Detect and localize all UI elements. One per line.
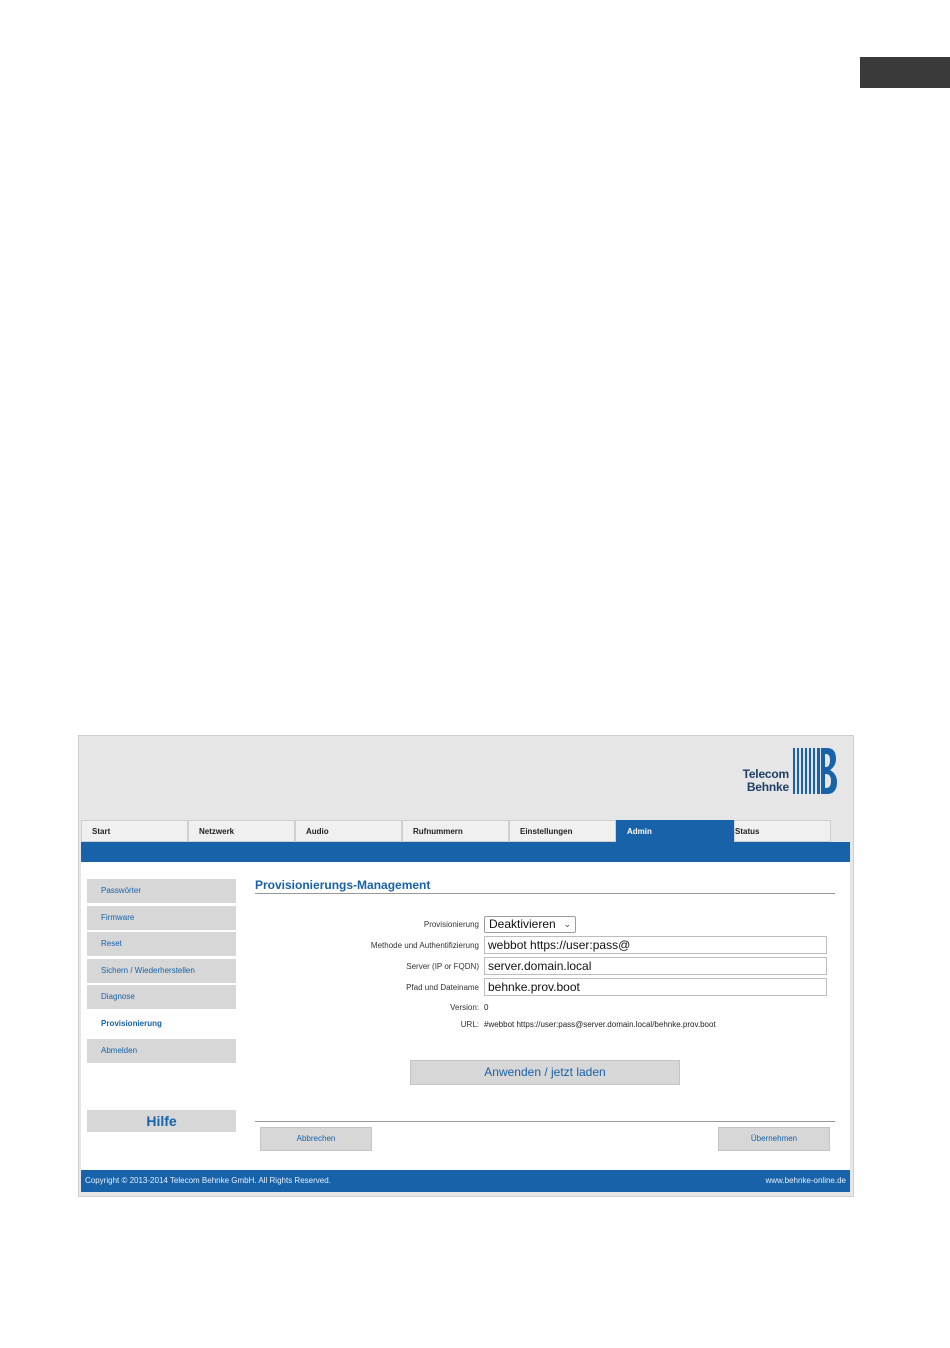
sidebar-item-sichern[interactable]: Sichern / Wiederherstellen (87, 959, 236, 983)
provisioning-select-value: Deaktivieren (489, 917, 556, 931)
apply-load-button[interactable]: Anwenden / jetzt laden (410, 1060, 680, 1085)
chevron-down-icon: ⌄ (563, 919, 571, 929)
accept-button[interactable]: Übernehmen (718, 1127, 830, 1151)
sidebar-item-abmelden[interactable]: Abmelden (87, 1039, 236, 1063)
version-value: 0 (484, 1003, 489, 1012)
server-label: Server (IP or FQDN) (406, 962, 479, 971)
server-field[interactable]: server.domain.local (484, 957, 827, 975)
method-field[interactable]: webbot https://user:pass@ (484, 936, 827, 954)
behnke-b-logo-icon (793, 748, 837, 794)
sidebar-item-diagnose[interactable]: Diagnose (87, 985, 236, 1009)
tab-einstellungen[interactable]: Einstellungen (509, 820, 616, 842)
website-link[interactable]: www.behnke-online.de (765, 1176, 846, 1185)
title-divider (255, 893, 835, 894)
content-area (81, 862, 850, 1170)
logo-line-1: Telecom (742, 767, 789, 781)
telecom-behnke-logo (735, 748, 841, 794)
browser-screenshot-frame (78, 735, 854, 1197)
copyright-text: Copyright © 2013-2014 Telecom Behnke GmbH. All Rights Reserved. (85, 1176, 331, 1185)
help-button[interactable]: Hilfe (87, 1110, 236, 1132)
tab-admin[interactable]: Admin (616, 820, 734, 842)
provisioning-label: Provisionierung (423, 920, 479, 929)
main-tab-bar (81, 820, 849, 842)
version-label: Version: (450, 1003, 479, 1012)
tab-netzwerk[interactable]: Netzwerk (188, 820, 295, 842)
page-corner-tab (860, 57, 950, 88)
method-label: Methode und Authentifizierung (370, 941, 479, 950)
tab-rufnummern[interactable]: Rufnummern (402, 820, 509, 842)
tab-status[interactable]: Status (734, 820, 831, 842)
logo-line-2: Behnke (746, 780, 789, 794)
tab-start[interactable]: Start (81, 820, 188, 842)
path-field[interactable]: behnke.prov.boot (484, 978, 827, 996)
path-label: Pfad und Dateiname (406, 983, 479, 992)
tab-audio[interactable]: Audio (295, 820, 402, 842)
sidebar-item-passwoerter[interactable]: Passwörter (87, 879, 236, 903)
logo-text (735, 768, 789, 794)
url-value: #webbot https://user:pass@server.domain.local/behnke.prov.boot (484, 1020, 716, 1029)
sidebar-item-provisionierung[interactable]: Provisionierung (101, 1019, 162, 1028)
url-label: URL: (460, 1020, 479, 1029)
header (79, 736, 853, 820)
sidebar-item-firmware[interactable]: Firmware (87, 906, 236, 930)
sidebar-item-reset[interactable]: Reset (87, 932, 236, 956)
cancel-button[interactable]: Abbrechen (260, 1127, 372, 1151)
tab-underline-bar (81, 842, 850, 862)
footer (81, 1170, 850, 1192)
bottom-divider (255, 1121, 835, 1122)
page-title: Provisionierungs-Management (255, 878, 431, 892)
provisioning-select[interactable] (484, 916, 576, 933)
